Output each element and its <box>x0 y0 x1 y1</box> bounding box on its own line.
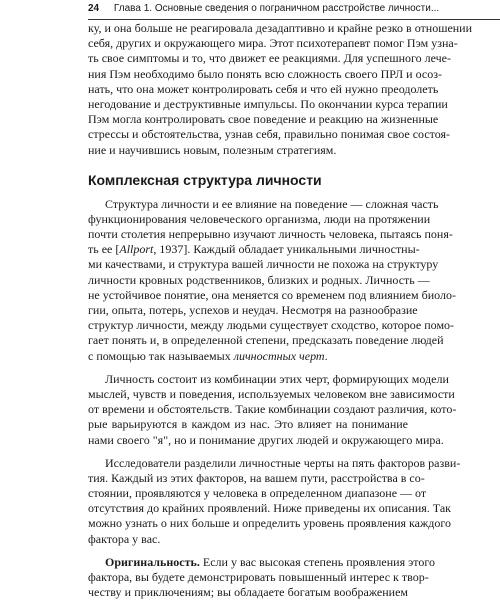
text-fragment: ть ее [ <box>88 242 120 257</box>
section-heading: Комплексная структура личности <box>88 171 322 188</box>
text-line: ние и научившись новым, полезным стратегиям. <box>88 142 337 157</box>
citation-author: Allport <box>119 242 154 257</box>
running-title: Глава 1. Основные сведения о пограничном расстройстве личности... <box>113 3 440 14</box>
text-line: стоянии, проявляются у человека в определенном диапазоне — от <box>88 486 427 501</box>
text-line: почти столетия непрерывно изучают личность человека, пытаясь поня- <box>88 227 453 242</box>
text-line: честву и приключениям; вы обладаете богатым воображением <box>88 585 408 600</box>
text-line: себя, других и окружающего мира. Этот психотерапевт помог Пэм узна- <box>88 36 458 51</box>
text-fragment: , 1937]. Каждый обладает уникальными личностны- <box>153 242 420 257</box>
text-line: фактора у вас. <box>88 531 161 546</box>
text-line: Пэм могла контролировать свое поведение и реакцию на жизненные <box>88 112 439 127</box>
text-fragment: . <box>324 348 328 363</box>
text-line: функционирования человеческого организма, люди на протяжении <box>88 211 431 226</box>
text-line: отсутствия до крайних проявлений. Ниже приведены их описания. Так <box>88 501 451 516</box>
text-line: негодование и деструктивные импульсы. По окончании курса терапии <box>88 96 448 111</box>
page-body <box>88 21 473 600</box>
text-line: ния Пэм необходимо было понять всю сложность своего ПРЛ и осоз- <box>88 66 442 81</box>
text-line: от времени и обстоятельств. Такие комбинации создают различия, кото- <box>88 402 457 417</box>
text-line: ми качествами, и структура вашей личности не похожа на структуру <box>88 257 439 272</box>
text-line-with-term <box>88 554 435 570</box>
text-line: фактора, вы будете демонстрировать повышенный интерес к твор- <box>88 570 429 584</box>
text-line: можно узнать о них больше и определить уровень проявления каждого <box>88 516 451 531</box>
text-line: структур личности, между людьми существует сходство, которое помо- <box>88 318 455 333</box>
paragraph-pam-summary <box>88 21 473 158</box>
text-line: стрессы и обстоятельства, узнав себя, правильно понимая свое состоя- <box>88 127 451 142</box>
text-line: не устойчивое понятие, она меняется со временем под влиянием биоло- <box>88 287 456 302</box>
paragraph-five-factors <box>88 455 461 547</box>
text-fragment: с помощью так называемых <box>88 348 234 363</box>
text-line: гает понять и, в определенной степени, предсказать поведение людей <box>88 333 444 348</box>
paragraph-personality-traits <box>88 371 457 448</box>
page-number: 24 <box>88 3 100 14</box>
emphasized-term: личностных черт <box>233 348 325 363</box>
text-line-with-citation <box>88 242 420 257</box>
text-fragment: Если у вас высокая степень проявления этого <box>199 554 435 569</box>
text-line: мыслей, чувств и поведения, используемых человеком вне зависимости <box>88 386 455 401</box>
text-line: Исследователи разделили личностные черты на пять факторов разви- <box>105 455 461 470</box>
paragraph-openness <box>88 554 435 600</box>
text-line: гии, опыта, потерь, успехов и неудач. Несмотря на разнообразие <box>88 303 418 317</box>
text-line: Структура личности и ее влияние на поведение — сложная часть <box>105 196 439 211</box>
text-line-with-term <box>88 349 408 364</box>
text-line: ку, и она больше не реагировала дезадаптивно и крайне резко в отношении <box>88 21 473 35</box>
text-line: нать, что она может контролировать себя и что ей нужно преодолеть <box>88 81 439 96</box>
text-line: тия. Каждый из этих факторов, на вашем пути, расстройства в со- <box>88 470 425 485</box>
text-line: рые варьируются в каждом из нас. Это влияет на понимание <box>88 417 408 432</box>
text-line: Личность состоит из комбинации этих черт, формирующих модели <box>105 371 449 386</box>
running-header <box>88 2 500 20</box>
paragraph-personality-structure <box>88 196 456 364</box>
text-line: нами своего "я", но и понимание других людей и окружающего мира. <box>88 432 444 447</box>
text-line: ть свое симптомы и то, что движет ее реакциями. Для успешного лече- <box>88 51 451 66</box>
factor-term: Оригинальность. <box>105 554 200 569</box>
text-line: личности кровных родственников, близких и родных. Личность — <box>88 272 430 287</box>
